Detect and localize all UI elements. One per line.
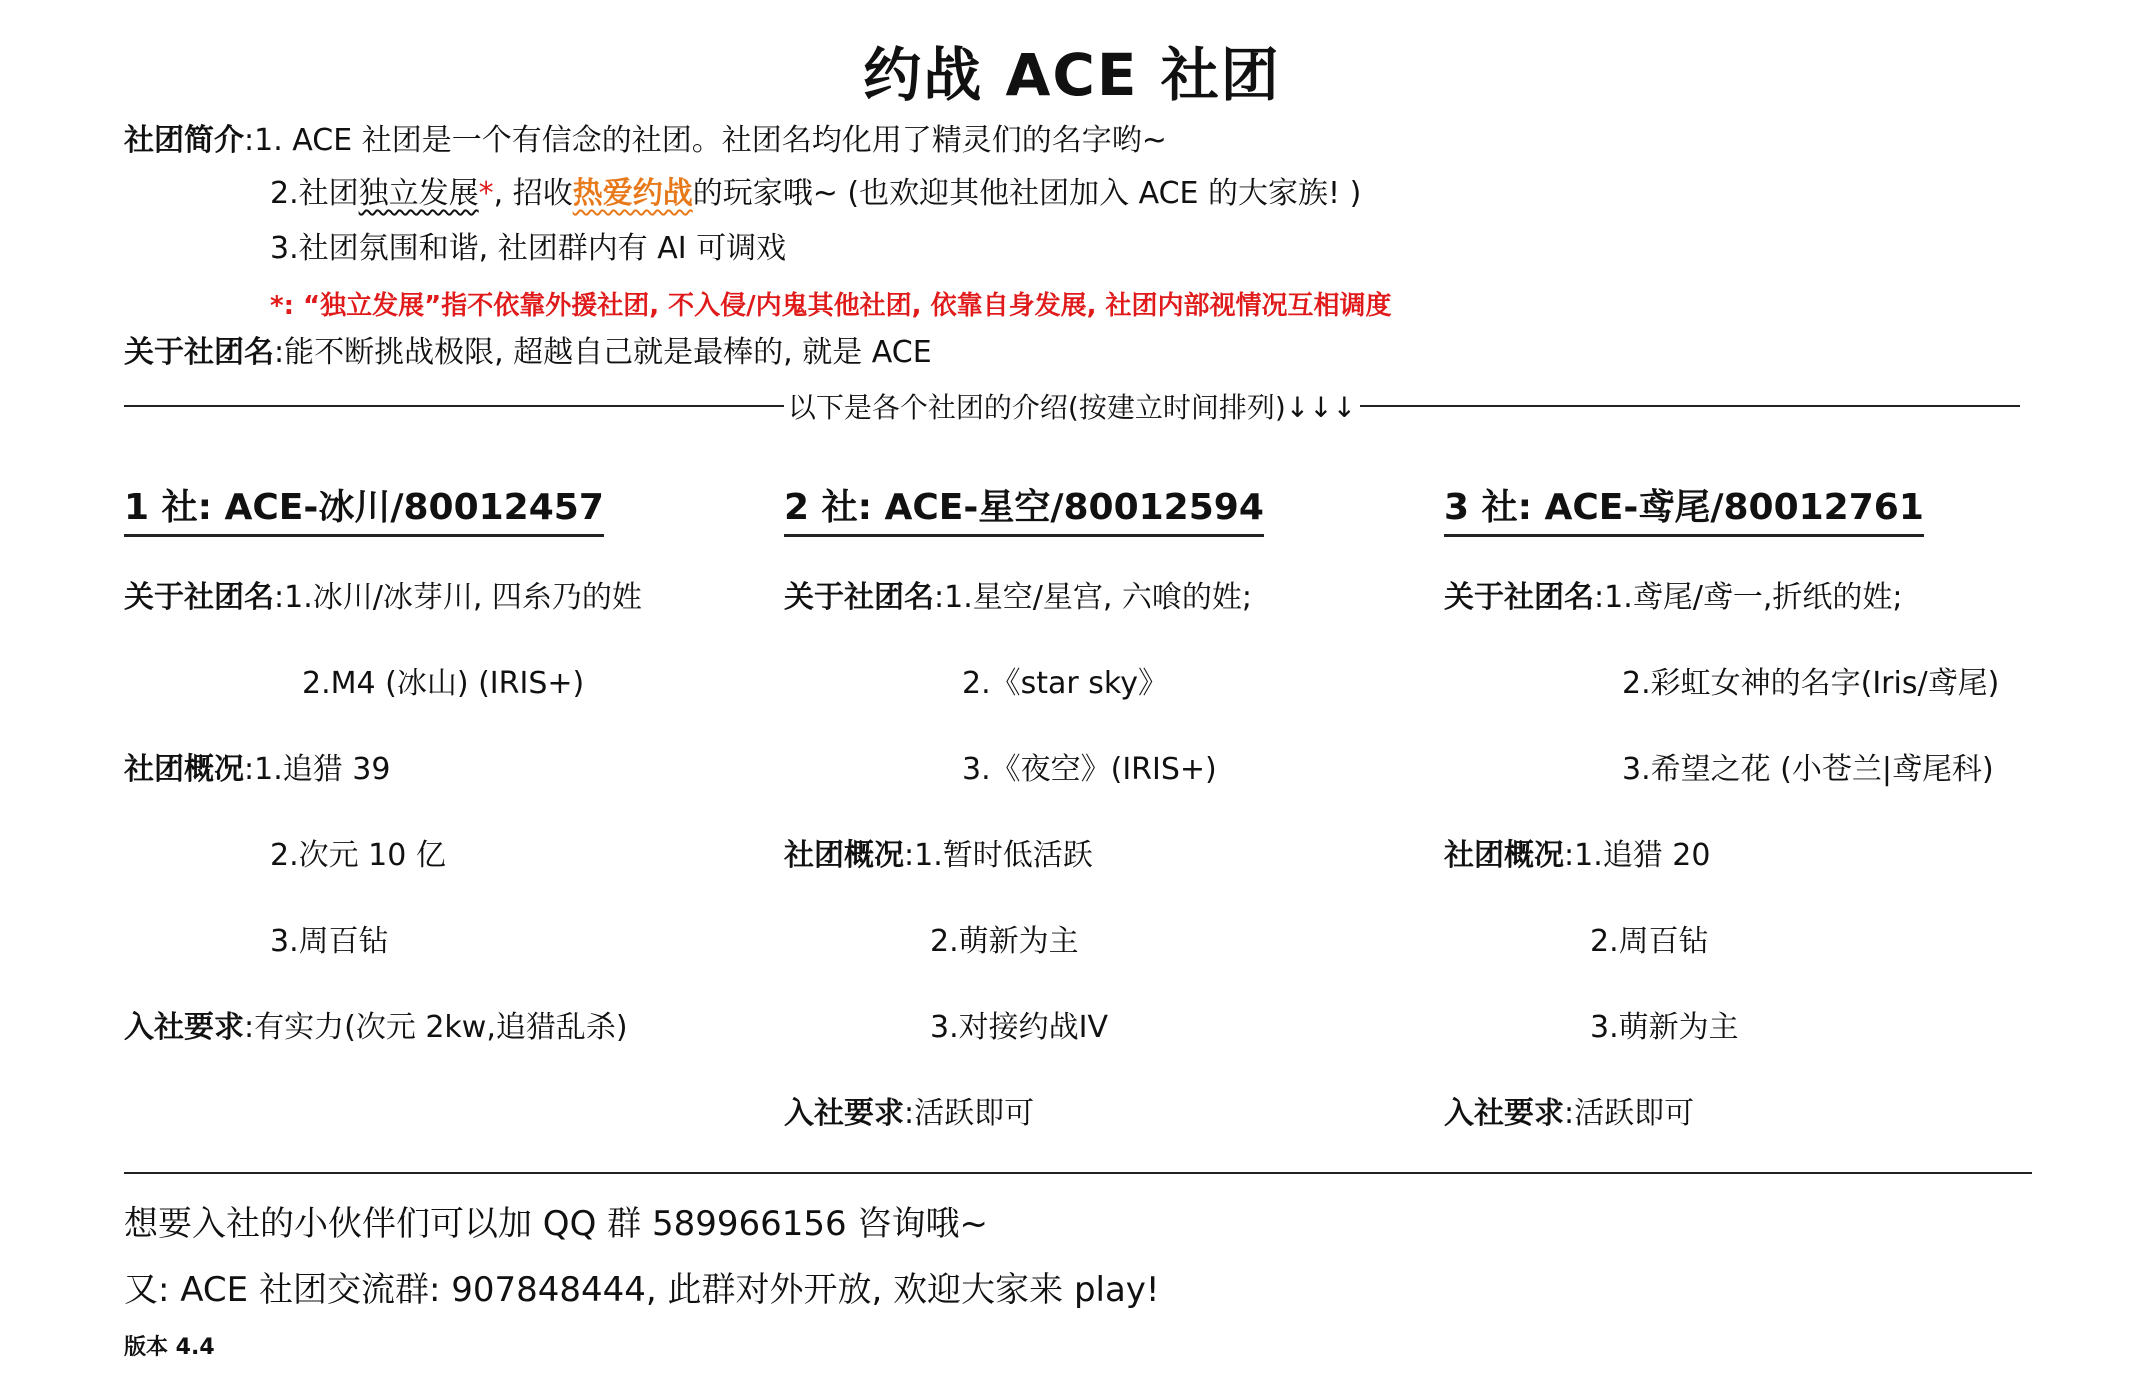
club-1-req-row: 入社要求:有实力(次元 2kw,追猎乱杀) (124, 1010, 628, 1045)
love-game-highlight: 热爱约战 (572, 176, 693, 211)
club-2-overview-1: 1.暂时低活跃 (914, 838, 1093, 873)
club-2-heading: 2 社: ACE-星空/80012594 (784, 486, 1264, 537)
club-1-overview-3: 3.周百钻 (270, 924, 389, 959)
club-1-overview-row: 社团概况:1.追猎 39 (124, 752, 391, 787)
about-line (124, 333, 932, 373)
club-3-overview-2: 2.周百钻 (1590, 924, 1709, 959)
about-label: 关于社团名 (124, 335, 274, 370)
club-1-overview-2: 2.次元 10 亿 (270, 838, 446, 873)
club-3-overview-row: 社团概况:1.追猎 20 (1444, 838, 1711, 873)
page-title: 约战 ACE 社团 (863, 41, 1281, 109)
club-2-overview-2: 2.萌新为主 (930, 924, 1079, 959)
club-1-about-2: 2.M4 (冰山) (IRIS+) (302, 666, 585, 701)
intro-line2-prefix: 2.社团 (270, 176, 359, 211)
club-1-overview-1: 1.追猎 39 (254, 752, 391, 787)
divider-rule-left (124, 405, 784, 407)
club-2-about-1: 1.星空/星宫, 六喰的姓; (944, 580, 1253, 615)
club-3-about-row: 关于社团名:1.鸢尾/鸢一,折纸的姓; (1444, 580, 1903, 615)
footer-join-line: 想要入社的小伙伴们可以加 QQ 群 589966156 咨询哦~ (124, 1204, 988, 1244)
intro-line-3: 3.社团氛围和谐, 社团群内有 AI 可调戏 (270, 231, 787, 266)
club-3-about-2: 2.彩虹女神的名字(Iris/鸢尾) (1622, 666, 2000, 701)
intro-sep: : (244, 123, 255, 158)
club-3-about-3: 3.希望之花 (小苍兰|鸢尾科) (1622, 752, 1994, 787)
club-2-overview-3: 3.对接约战IV (930, 1010, 1108, 1045)
section-divider (124, 384, 2020, 428)
club-1-heading: 1 社: ACE-冰川/80012457 (124, 486, 604, 537)
footer-group-line: 又: ACE 社团交流群: 907848444, 此群对外开放, 欢迎大家来 play! (124, 1270, 1160, 1310)
club-2-about-row: 关于社团名:1.星空/星宫, 六喰的姓; (784, 580, 1253, 615)
club-3-req-row: 入社要求:活跃即可 (1444, 1096, 1695, 1131)
intro-text-1: 1. ACE 社团是一个有信念的社团。社团名均化用了精灵们的名字哟~ (254, 123, 1167, 158)
club-3-about-label: 关于社团名 (1444, 580, 1594, 615)
club-3-about-1: 1.鸢尾/鸢一,折纸的姓; (1604, 580, 1903, 615)
club-3-req-label: 入社要求 (1444, 1096, 1564, 1131)
club-2-req-text: 活跃即可 (914, 1096, 1035, 1131)
bottom-divider (124, 1172, 2032, 1174)
intro-line2-suffix: 的玩家哦~ (也欢迎其他社团加入 ACE 的大家族! ) (692, 176, 1362, 211)
club-1-about-row: 关于社团名:1.冰川/冰芽川, 四糸乃的姓 (124, 580, 642, 615)
club-3-overview-1: 1.追猎 20 (1574, 838, 1711, 873)
intro-label: 社团简介 (124, 123, 244, 158)
about-sep: : (274, 335, 285, 370)
club-3-heading: 3 社: ACE-鸢尾/80012761 (1444, 486, 1924, 537)
club-1-overview-label: 社团概况 (124, 752, 244, 787)
club-1-about-1: 1.冰川/冰芽川, 四糸乃的姓 (284, 580, 642, 615)
divider-rule-right (1360, 405, 2020, 407)
club-3-overview-label: 社团概况 (1444, 838, 1564, 873)
club-2-about-label: 关于社团名 (784, 580, 934, 615)
divider-text: 以下是各个社团的介绍(按建立时间排列)↓↓↓ (787, 391, 1357, 424)
club-2-about-3: 3.《夜空》(IRIS+) (962, 752, 1217, 787)
about-text: 能不断挑战极限, 超越自己就是最棒的, 就是 ACE (284, 335, 932, 370)
club-2-req-row: 入社要求:活跃即可 (784, 1096, 1035, 1131)
independent-dev-term: 独立发展 (358, 176, 479, 211)
asterisk-mark: * (478, 176, 494, 211)
club-1-req-label: 入社要求 (124, 1010, 244, 1045)
club-2-overview-row: 社团概况:1.暂时低活跃 (784, 838, 1093, 873)
intro-footnote: *: “独立发展”指不依靠外援社团, 不入侵/内鬼其他社团, 依靠自身发展, 社团内部视情况互相调度 (270, 291, 1392, 321)
intro-line2-mid: , 招收 (493, 176, 573, 211)
club-2-about-2: 2.《star sky》 (962, 666, 1168, 701)
intro-line-1 (124, 121, 1167, 161)
club-3-req-text: 活跃即可 (1574, 1096, 1695, 1131)
version-label: 版本 4.4 (124, 1335, 215, 1360)
club-1-about-label: 关于社团名 (124, 580, 274, 615)
club-2-req-label: 入社要求 (784, 1096, 904, 1131)
club-1-req-text: 有实力(次元 2kw,追猎乱杀) (254, 1010, 628, 1045)
club-3-overview-3: 3.萌新为主 (1590, 1010, 1739, 1045)
intro-line-2 (270, 174, 1361, 214)
club-2-overview-label: 社团概况 (784, 838, 904, 873)
